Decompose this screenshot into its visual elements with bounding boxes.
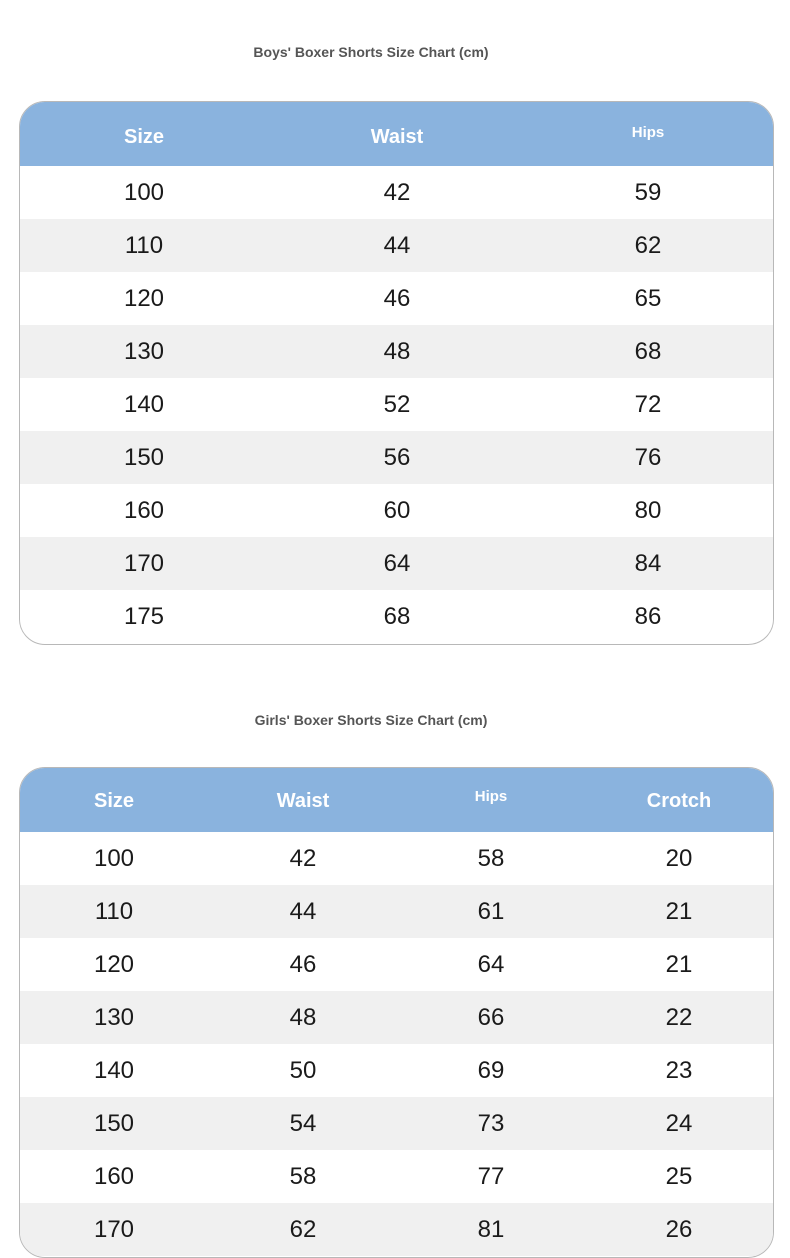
table-row xyxy=(20,1203,773,1256)
table-cell-waist: 64 xyxy=(383,550,411,577)
table-cell-size: 130 xyxy=(123,338,165,365)
table-cell-waist: 44 xyxy=(289,898,317,925)
table-cell-waist: 46 xyxy=(289,951,317,978)
table-cell-crotch: 26 xyxy=(665,1216,693,1243)
table-row xyxy=(20,166,773,219)
column-header-size: Size xyxy=(93,790,135,812)
table-cell-crotch: 21 xyxy=(665,898,693,925)
column-header-crotch: Crotch xyxy=(646,790,712,812)
boys-chart-title: Boys' Boxer Shorts Size Chart (cm) xyxy=(253,44,489,60)
table-cell-waist: 68 xyxy=(383,603,411,630)
boys-size-table xyxy=(19,101,774,645)
table-cell-size: 140 xyxy=(123,391,165,418)
table-cell-hips: 77 xyxy=(477,1163,505,1190)
boys-table-header xyxy=(20,102,773,166)
table-cell-waist: 54 xyxy=(289,1110,317,1137)
table-cell-crotch: 20 xyxy=(665,845,693,872)
table-cell-hips: 76 xyxy=(634,444,662,471)
table-row xyxy=(20,272,773,325)
table-row xyxy=(20,991,773,1044)
table-cell-hips: 66 xyxy=(477,1004,505,1031)
table-cell-hips: 84 xyxy=(634,550,662,577)
table-cell-waist: 44 xyxy=(383,232,411,259)
table-cell-waist: 56 xyxy=(383,444,411,471)
table-cell-hips: 62 xyxy=(634,232,662,259)
table-cell-waist: 58 xyxy=(289,1163,317,1190)
table-cell-size: 100 xyxy=(93,845,135,872)
table-cell-size: 160 xyxy=(123,497,165,524)
table-cell-size: 150 xyxy=(123,444,165,471)
column-header-size: Size xyxy=(123,126,165,148)
table-cell-hips: 64 xyxy=(477,951,505,978)
table-cell-waist: 48 xyxy=(383,338,411,365)
column-header-waist: Waist xyxy=(370,126,424,148)
table-cell-size: 150 xyxy=(93,1110,135,1137)
table-cell-size: 170 xyxy=(123,550,165,577)
table-cell-size: 175 xyxy=(123,603,165,630)
table-cell-size: 140 xyxy=(93,1057,135,1084)
table-cell-hips: 86 xyxy=(634,603,662,630)
table-row xyxy=(20,1150,773,1203)
column-header-waist: Waist xyxy=(276,790,330,812)
table-row xyxy=(20,378,773,431)
table-cell-size: 130 xyxy=(93,1004,135,1031)
table-row xyxy=(20,832,773,885)
table-cell-hips: 73 xyxy=(477,1110,505,1137)
table-row xyxy=(20,590,773,643)
table-cell-size: 160 xyxy=(93,1163,135,1190)
table-cell-hips: 69 xyxy=(477,1057,505,1084)
table-cell-waist: 62 xyxy=(289,1216,317,1243)
table-cell-crotch: 25 xyxy=(665,1163,693,1190)
table-row xyxy=(20,885,773,938)
table-cell-hips: 58 xyxy=(477,845,505,872)
table-row xyxy=(20,219,773,272)
table-cell-crotch: 21 xyxy=(665,951,693,978)
column-header-hips: Hips xyxy=(631,124,665,141)
table-cell-waist: 42 xyxy=(289,845,317,872)
girls-size-table xyxy=(19,767,774,1258)
table-row xyxy=(20,431,773,484)
column-header-hips: Hips xyxy=(474,788,508,805)
table-cell-crotch: 22 xyxy=(665,1004,693,1031)
table-cell-size: 100 xyxy=(123,179,165,206)
table-cell-hips: 72 xyxy=(634,391,662,418)
table-cell-waist: 48 xyxy=(289,1004,317,1031)
table-cell-hips: 59 xyxy=(634,179,662,206)
girls-chart-title: Girls' Boxer Shorts Size Chart (cm) xyxy=(254,712,488,728)
table-cell-waist: 50 xyxy=(289,1057,317,1084)
table-cell-size: 110 xyxy=(94,898,134,925)
table-cell-size: 170 xyxy=(93,1216,135,1243)
table-cell-size: 120 xyxy=(123,285,165,312)
table-cell-size: 120 xyxy=(93,951,135,978)
table-cell-size: 110 xyxy=(124,232,164,259)
table-row xyxy=(20,484,773,537)
table-cell-hips: 68 xyxy=(634,338,662,365)
table-row xyxy=(20,1044,773,1097)
table-cell-waist: 60 xyxy=(383,497,411,524)
table-cell-crotch: 23 xyxy=(665,1057,693,1084)
table-cell-waist: 52 xyxy=(383,391,411,418)
table-row xyxy=(20,537,773,590)
table-cell-hips: 65 xyxy=(634,285,662,312)
table-row xyxy=(20,325,773,378)
girls-table-header xyxy=(20,768,773,832)
table-row xyxy=(20,938,773,991)
table-cell-waist: 42 xyxy=(383,179,411,206)
table-cell-crotch: 24 xyxy=(665,1110,693,1137)
table-cell-hips: 81 xyxy=(477,1216,505,1243)
table-cell-waist: 46 xyxy=(383,285,411,312)
table-row xyxy=(20,1097,773,1150)
table-cell-hips: 61 xyxy=(477,898,505,925)
table-cell-hips: 80 xyxy=(634,497,662,524)
